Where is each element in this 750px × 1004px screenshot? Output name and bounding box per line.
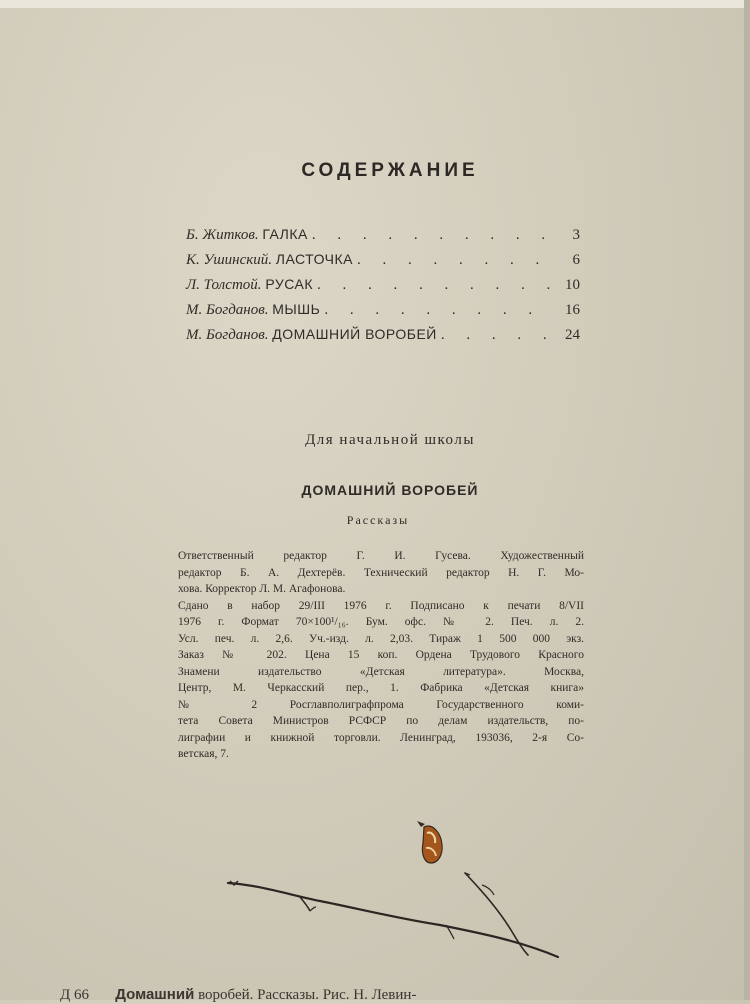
colophon-line: Сдано в набор 29/III 1976 г. Подписано к печати 8/VII	[178, 599, 584, 612]
toc-leader	[357, 252, 554, 269]
colophon-line: хова. Корректор Л. М. Агафонова.	[178, 583, 346, 595]
toc-author: К. Ушинский.	[186, 252, 273, 268]
colophon-line: 1976 г. Формат 70×100¹/₁₆. Бум. офс. № 2. Печ. л. 2.	[178, 616, 584, 628]
toc-page: 16	[565, 302, 580, 318]
colophon-line: Знамени издательство «Детская литература». Москва,	[178, 665, 584, 678]
toc-work: МЫШЬ	[272, 301, 321, 317]
toc-entry	[186, 276, 580, 301]
toc-work: ГАЛКА	[262, 226, 308, 242]
toc-title: СОДЕРЖАНИЕ	[301, 160, 479, 181]
toc-work: ЛАСТОЧКА	[275, 251, 353, 267]
toc-page: 6	[572, 252, 580, 268]
colophon-line: ветская, 7.	[178, 748, 229, 760]
toc-leader	[317, 277, 554, 294]
colophon-line: Заказ № 202. Цена 15 коп. Ордена Трудового Красного	[178, 649, 584, 661]
toc-work: ДОМАШНИЙ ВОРОБЕЙ	[272, 326, 437, 342]
colophon-line: редактор Б. А. Дехтерёв. Технический редактор Н. Г. Мо-	[178, 566, 584, 579]
toc-author: Б. Житков.	[186, 227, 259, 243]
toc-leader	[312, 227, 554, 244]
book-genre: Рассказы	[346, 513, 410, 527]
sparrow-branch-illustration	[220, 815, 570, 965]
toc-author: Л. Толстой.	[186, 277, 262, 293]
colophon-line: тета Совета Министров РСФСР по делам издательств, по-	[178, 715, 584, 727]
colophon-line: Ответственный редактор Г. И. Гусева. Художественный	[178, 550, 584, 562]
catalog-line	[60, 986, 416, 1004]
toc-entry	[186, 226, 580, 251]
toc-leader	[324, 302, 554, 319]
toc-author: М. Богданов.	[186, 302, 269, 318]
colophon-line: лиграфии и книжной торговли. Ленинград, 193036, 2-я Со-	[178, 731, 584, 744]
audience-label: Для начальной школы	[305, 432, 475, 448]
toc-leader	[441, 327, 554, 344]
colophon-line: Усл. печ. л. 2,6. Уч.-изд. л. 2,03. Тираж 1 500 000 экз.	[178, 632, 584, 645]
toc-entry	[186, 326, 580, 351]
colophon-line: Центр, М. Черкасский пер., 1. Фабрика «Детская книга»	[178, 682, 584, 694]
catalog-title: Домашний	[115, 986, 195, 1003]
page-top-edge	[0, 0, 750, 8]
colophon-line: № 2 Росглавполиграфпрома Государственного коми-	[178, 698, 584, 711]
toc-entry	[186, 301, 580, 326]
toc-page: 3	[572, 227, 580, 243]
page-right-edge	[744, 0, 750, 1000]
colophon	[178, 548, 584, 763]
catalog-rest: воробей. Рассказы. Рис. Н. Левин-	[198, 987, 417, 1003]
table-of-contents	[186, 226, 580, 351]
toc-entry	[186, 251, 580, 276]
toc-page: 24	[565, 327, 580, 343]
book-title: ДОМАШНИЙ ВОРОБЕЙ	[301, 482, 479, 498]
catalog-code: Д 66	[60, 987, 89, 1003]
toc-author: М. Богданов.	[186, 327, 269, 343]
toc-page: 10	[565, 277, 580, 293]
toc-work: РУСАК	[265, 276, 314, 292]
